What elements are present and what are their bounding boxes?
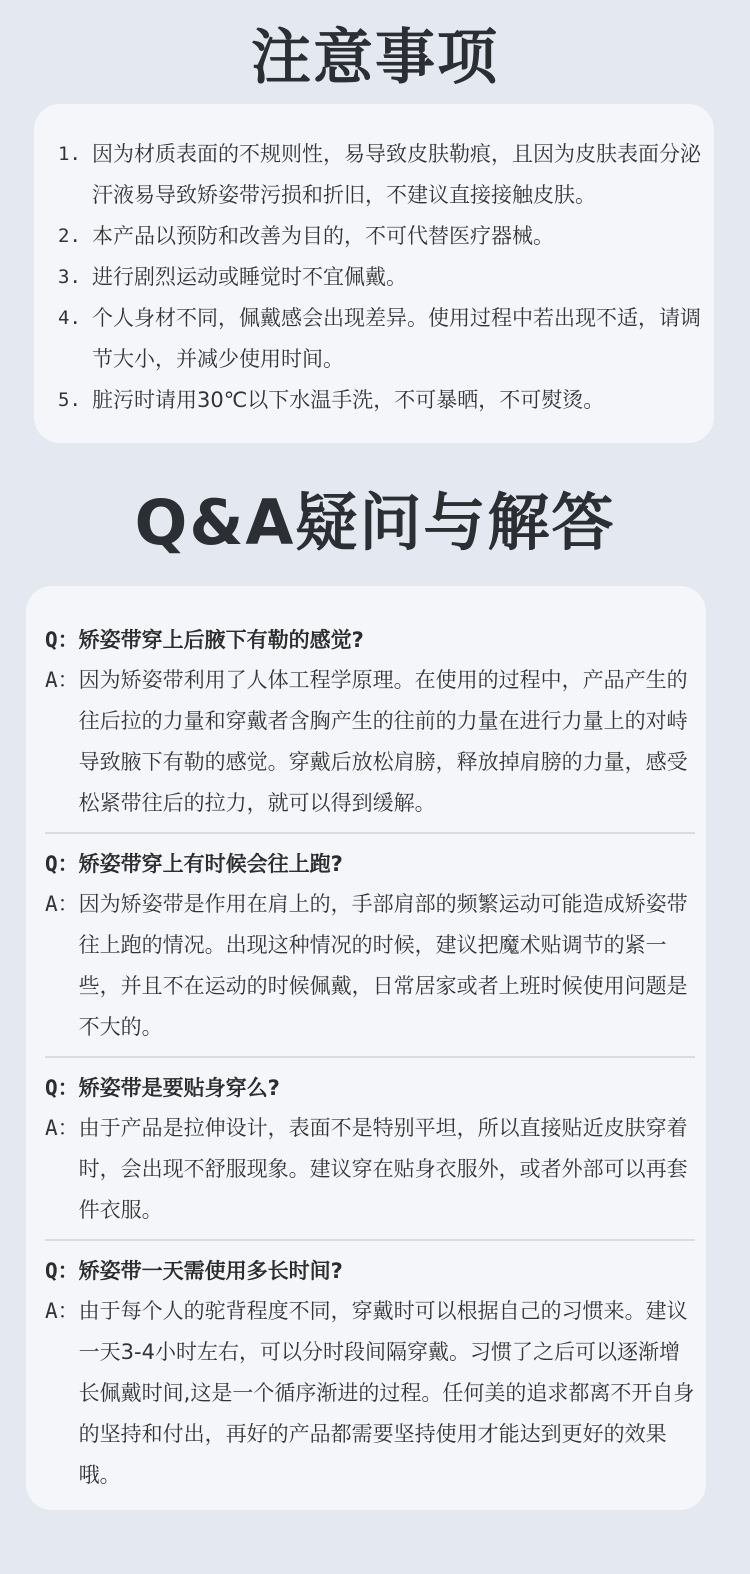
qa-title: Q&A疑问与解答 [134,486,616,559]
qa-item [45,1251,695,1504]
qa-item [45,844,695,1058]
answer [45,660,695,824]
question-prefix: Q： [45,1259,79,1283]
answer-text: 因为矫姿带利用了人体工程学原理。在使用的过程中，产品产生的往后拉的力量和穿戴者含胸产生的往前的力量在进行力量上的对峙导致腋下有勒的感觉。穿戴后放松肩膀，释放掉肩膀的力量，感受松紧带往后的拉力，就可以得到缓解。 [78,668,688,815]
question [45,1251,695,1291]
question-text: 矫姿带穿上后腋下有勒的感觉? [78,628,364,652]
notice-item-text: 因为材质表面的不规则性，易导致皮肤勒痕，且因为皮肤表面分泌汗液易导致矫姿带污损和折旧，不建议直接接触皮肤。 [92,142,701,207]
question [45,1068,695,1108]
answer-text: 由于每个人的驼背程度不同，穿戴时可以根据自己的习惯来。建议一天3-4小时左右，可以分时段间隔穿戴。习惯了之后可以逐渐增长佩戴时间,这是一个循序渐进的过程。任何美的追求都离不开自身的坚持和付出，再好的产品都需要坚持使用才能达到更好的效果哦。 [78,1299,695,1487]
qa-item [45,620,695,834]
question-text: 矫姿带是要贴身穿么? [78,1076,280,1100]
notice-item-number: 2. [58,225,81,247]
notice-item [58,380,703,421]
notice-item-text: 进行剧烈运动或睡觉时不宜佩戴。 [92,265,407,289]
answer-prefix: A： [45,1299,79,1323]
question-prefix: Q： [45,1076,79,1100]
notice-card [34,104,714,443]
answer [45,1291,695,1496]
question-text: 矫姿带穿上有时候会往上跑? [78,852,343,876]
notice-list [58,134,703,421]
notice-item-text: 脏污时请用30℃以下水温手洗，不可暴晒，不可熨烫。 [92,388,605,412]
notice-item-text: 本产品以预防和改善为目的，不可代替医疗器械。 [92,224,554,248]
notice-item-number: 5. [58,389,81,411]
answer-text: 由于产品是拉伸设计，表面不是特别平坦，所以直接贴近皮肤穿着时，会出现不舒服现象。建议穿在贴身衣服外，或者外部可以再套件衣服。 [78,1116,688,1222]
notice-item-number: 3. [58,266,81,288]
question [45,844,695,884]
answer [45,884,695,1048]
answer-prefix: A： [45,892,79,916]
notice-item [58,298,703,380]
answer-prefix: A： [45,668,79,692]
question [45,620,695,660]
answer-prefix: A： [45,1116,79,1140]
qa-item [45,1068,695,1241]
answer [45,1108,695,1231]
qa-card [26,586,706,1510]
notice-item-number: 4. [58,307,81,329]
answer-text: 因为矫姿带是作用在肩上的，手部肩部的频繁运动可能造成矫姿带往上跑的情况。出现这种情况的时候，建议把魔术贴调节的紧一些，并且不在运动的时候佩戴，日常居家或者上班时候使用问题是不大的。 [78,892,688,1039]
question-text: 矫姿带一天需使用多长时间? [78,1259,343,1283]
question-prefix: Q： [45,852,79,876]
question-prefix: Q： [45,628,79,652]
notice-item [58,216,703,257]
notice-item [58,257,703,298]
notice-item-text: 个人身材不同，佩戴感会出现差异。使用过程中若出现不适，请调节大小，并减少使用时间。 [92,306,701,371]
qa-list [45,620,695,1514]
notice-item-number: 1. [58,143,81,165]
notice-title: 注意事项 [251,23,499,93]
notice-item [58,134,703,216]
